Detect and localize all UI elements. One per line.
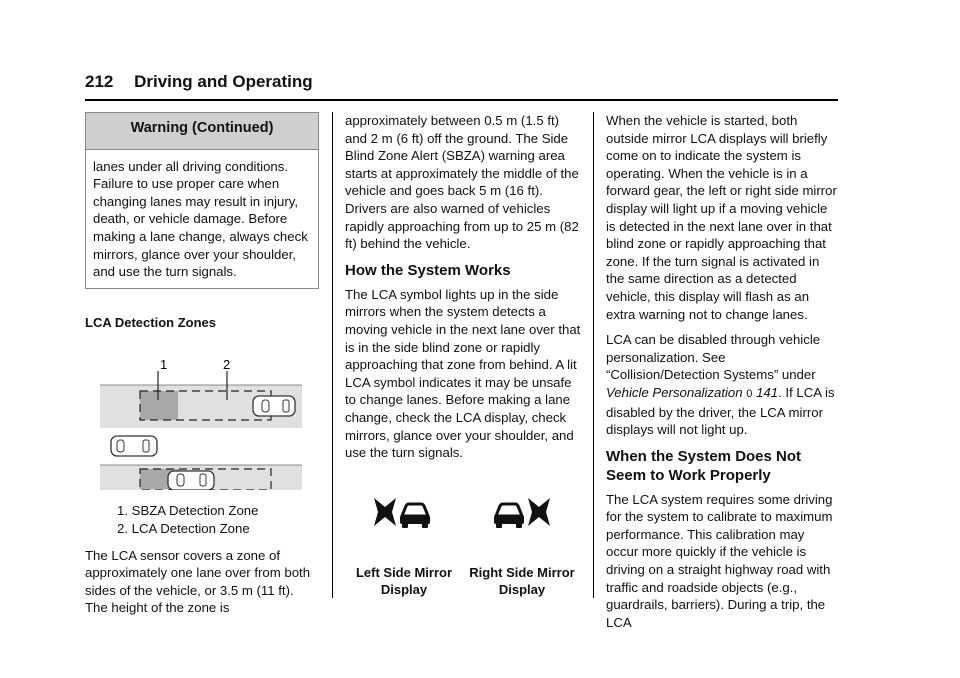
disable-text-end: . If LCA is disabled by the driver, the LCA mirror displays will not light up. <box>606 384 835 438</box>
left-mirror-caption: Left Side Mirror Display <box>355 564 453 597</box>
zones-heading: LCA Detection Zones <box>85 314 216 330</box>
zone-height-paragraph: approximately between 0.5 m (1.5 ft) and 2 m (6 ft) off the ground. The Side Blind Zone Alert (SBZA) warning area starts at approximately the middle of the vehicle and goes back 5 m (16 ft). Drivers are also warned of vehicles rapidly approaching from up to 25 m (82 ft) behind the vehicle. <box>345 113 579 252</box>
warning-box <box>85 112 319 289</box>
left-mirror-display <box>345 496 463 598</box>
page-header <box>85 72 313 92</box>
how-system-works-heading: How the System Works <box>345 261 511 279</box>
lca-right-mirror-icon <box>490 496 554 528</box>
lca-coverage-paragraph: The LCA sensor covers a zone of approximately one lane over from both sides of the vehicle, or 3.5 m (11 ft). The height of the zone is <box>85 547 311 616</box>
legend-item-lca: 2. LCA Detection Zone <box>117 520 250 536</box>
callout-1: 1 <box>160 358 168 373</box>
how-system-works-paragraph: The LCA symbol lights up in the side mirrors when the system detects a moving vehicle in the next lane over that is in the side blind zone or rapidly approaching that zone from behind. A lit LCA symbol indicates it may be unsafe to change lanes. Before making a lane change, check the LCA display, check mirrors, glance over your shoulder, and use the turn signals. <box>345 286 581 461</box>
car-icon <box>168 471 214 490</box>
legend-item-sbza: 1. SBZA Detection Zone <box>117 503 259 519</box>
disable-paragraph <box>606 331 840 439</box>
not-working-heading: When the System Does Not Seem to Work Properly <box>606 447 802 484</box>
section-title: Driving and Operating <box>134 72 313 91</box>
car-icon <box>253 396 295 416</box>
column-3 <box>606 112 840 639</box>
page-number: 212 <box>85 72 114 91</box>
right-mirror-caption: Right Side Mirror Display <box>469 564 575 597</box>
warning-title: Warning (Continued) <box>86 113 318 150</box>
page-reference-number[interactable]: 141 <box>756 384 779 400</box>
disable-text: LCA can be disabled through vehicle personalization. See “Collision/Detection Systems” under <box>606 332 821 383</box>
column-divider <box>593 112 594 598</box>
startup-paragraph: When the vehicle is started, both outside mirror LCA displays will briefly come on to indicate the system is operating. When the vehicle is in a forward gear, the left or right side mirror display will light up if a moving vehicle is detected in the next lane over in that blind zone or rapidly approaching that zone. If the turn signal is activated in the same direction as a detected vehicle, this display will flash as an extra warning not to change lanes. <box>606 113 837 322</box>
callout-2: 2 <box>223 358 231 373</box>
lca-zone-diagram <box>100 358 302 490</box>
column-2 <box>345 112 581 598</box>
header-rule <box>85 99 838 101</box>
right-mirror-display <box>463 496 581 598</box>
mirror-display-icons <box>345 496 581 598</box>
column-divider <box>332 112 333 598</box>
calibration-paragraph: The LCA system requires some driving for the system to calibrate to maximum performance. This calibration may occur more quickly if the vehicle is driving on a straight highway road with traffic and roadside objects (e.g., guardrails, barriers). During a trip, the LCA <box>606 491 833 630</box>
column-1 <box>85 112 319 625</box>
warning-text: lanes under all driving conditions. Failure to use proper care when changing lanes may result in injury, death, or vehicle damage. Before making a lane change, always check mirrors, glance over your shoulder, and use the turn signals. <box>93 158 308 280</box>
vehicle-personalization-link[interactable]: Vehicle Personalization <box>606 384 743 400</box>
zone-legend <box>85 502 319 537</box>
car-icon <box>111 436 157 456</box>
lca-left-mirror-icon <box>372 496 436 528</box>
sbza-zone <box>140 391 178 420</box>
page-reference-icon: 0 <box>746 387 753 400</box>
